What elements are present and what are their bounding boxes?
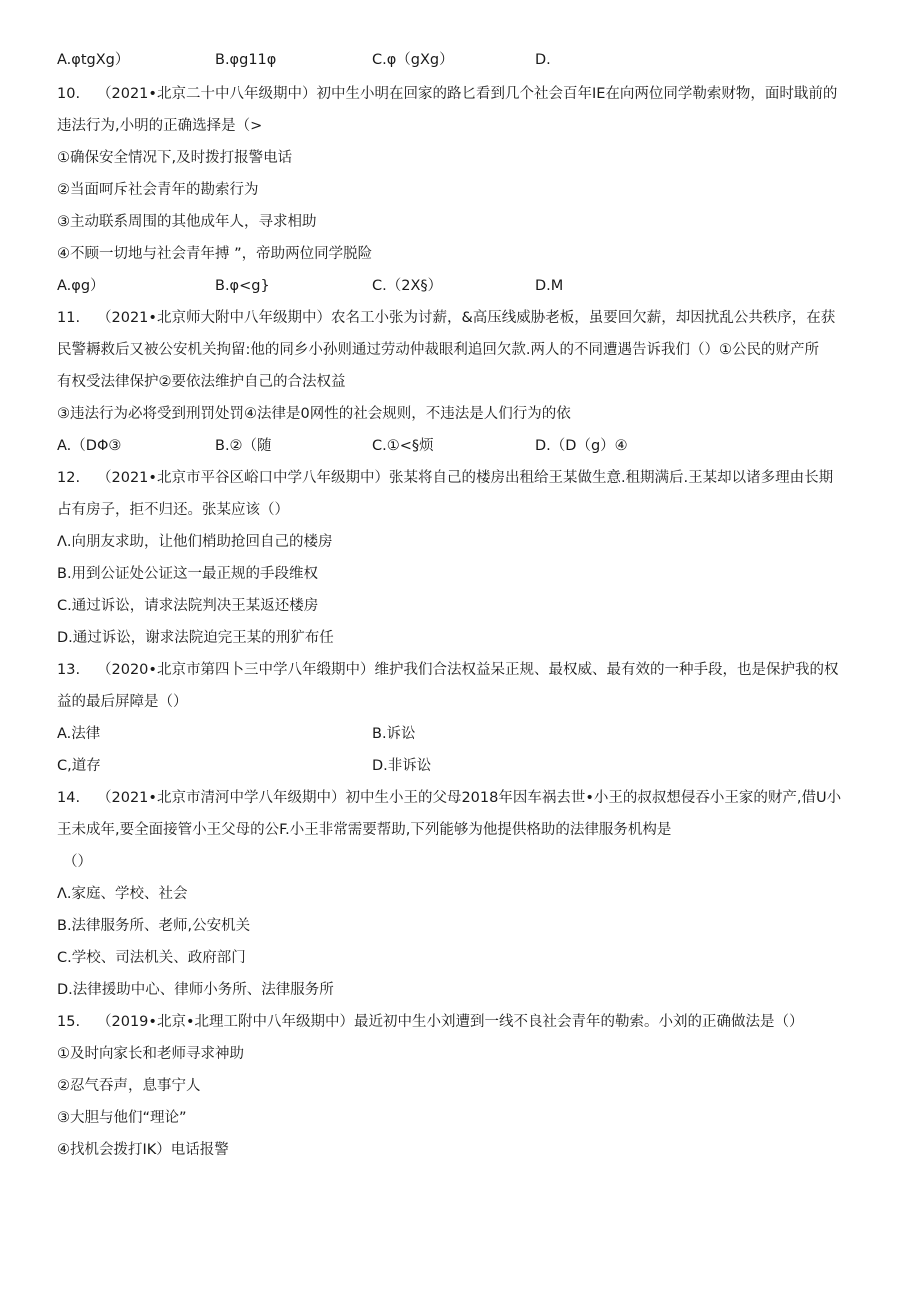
q9-option-b: B.φg11φ: [215, 52, 277, 68]
q10-option-c: C.（2X§）: [372, 278, 443, 294]
q14-stem-line3: （）: [63, 854, 92, 870]
q12-stem-line1: 12. （2021•北京市平谷区峪口中学八年级期中）张某将自己的楼房出租给王某做生意.租期满后.王某却以诸多理由长期: [57, 470, 834, 486]
q14-option-a: Λ.家庭、学校、社会: [57, 886, 188, 902]
q11-stem-line3: 有权受法律保护②要依法维护自己的合法权益: [57, 374, 346, 390]
q9-option-d: D.: [535, 52, 551, 68]
q12-stem-line2: 占有房子，拒不归还。张某应该（）: [57, 502, 289, 518]
q12-option-b: B.用到公证处公证这一最正规的手段维权: [57, 566, 319, 582]
q14-stem-line2: 王未成年,要全面接管小王父母的公F.小王非常需要帮助,下列能够为他提供格助的法律服务机构是: [57, 822, 672, 838]
q15-item-3: ③大胆与他们“理论”: [57, 1110, 187, 1126]
q9-option-c: C.φ（gXg）: [372, 52, 454, 68]
q11-stem-line1: 11. （2021•北京师大附中八年级期中）农名工小张为讨薪，&高压线威胁老板，虽要回欠薪，却因扰乱公共秩序，在获: [57, 310, 836, 326]
q15-item-2: ②忍气吞声，息事宁人: [57, 1078, 201, 1094]
q14-option-c: C.学校、司法机关、政府部门: [57, 950, 246, 966]
q12-option-c: C.通过诉讼，请求法院判决王某返还楼房: [57, 598, 319, 614]
q13-stem-line1: 13. （2020•北京市第四卜三中学八年缎期中）维护我们合法权益呆正规、最权威、最有效的一种手段，也是保护我的权: [57, 662, 839, 678]
q10-option-b: B.φ<g}: [215, 278, 270, 294]
q10-number: 10.: [57, 86, 81, 102]
q11-option-b: B.②（随: [215, 438, 272, 454]
q14-stem-line1: 14. （2021•北京市清河中学八年级期中）初中生小王的父母2018年因车祸去世•小王的叔叔想侵吞小王家的财产,借U小: [57, 790, 842, 806]
q9-option-a: A.φtgXg）: [57, 52, 130, 68]
q14-option-d: D.法律援助中心、律师小务所、法律服务所: [57, 982, 334, 998]
q15-item-1: ①及时向家长和老师寻求神助: [57, 1046, 244, 1062]
q10-stem-line1: 10. （2021•北京二十中八年级期中）初中生小明在回家的路匕看到几个社会百年IE在向两位同学勒索财物，面时戢前的: [57, 86, 838, 102]
q14-number: 14.: [57, 790, 81, 806]
q11-number: 11.: [57, 310, 81, 326]
q10-stem-line2: 违法行为,小明的正确选择是（>: [57, 118, 263, 134]
q13-option-a: A.法律: [57, 726, 101, 742]
q13-option-b: B.诉讼: [372, 726, 416, 742]
q10-item-2: ②当面呵斥社会青年的勘索行为: [57, 182, 259, 198]
q10-option-a: A.φg）: [57, 278, 105, 294]
q10-item-1: ①确保安全情况下,及时拨打报警电话: [57, 150, 293, 166]
q13-option-c: C,道存: [57, 758, 101, 774]
q15-number: 15.: [57, 1014, 81, 1030]
q12-option-a: Λ.向朋友求助，让他们梢助抢回自己的楼房: [57, 534, 333, 550]
q11-stem-line2: 民警耨救后又被公安机关拘留:他的同乡小孙则通过劳动仲裁眼利追回欠款.两人的不同遭遇告诉我们（）①公民的财产所: [57, 342, 819, 358]
q15-stem-line1: 15. （2019•北京•北理工附中八年级期中）最近初中生小刘遭到一线不良社会青年的勒索。小刘的正确做法是（）: [57, 1014, 804, 1030]
q10-option-d: D.M: [535, 278, 564, 294]
q11-option-c: C.①<§烦: [372, 438, 434, 454]
q13-number: 13.: [57, 662, 81, 678]
q10-item-4: ④不顾一切地与社会青年搏 ”，帝助两位同学脱险: [57, 246, 373, 262]
q11-option-a: A.（DΦ③: [57, 438, 122, 454]
q10-item-3: ③主动联系周围的其他成年人，寻求相助: [57, 214, 317, 230]
q13-option-d: D.非诉讼: [372, 758, 432, 774]
q14-option-b: B.法律服务所、老师,公安机关: [57, 918, 251, 934]
q12-number: 12.: [57, 470, 81, 486]
q11-option-d: D.（D（g）④: [535, 438, 628, 454]
q15-item-4: ④找机会拨打IK）电话报警: [57, 1142, 229, 1158]
q11-stem-line4: ③违法行为必将受到刑罚处罚④法律是0网性的社会规则，不违法是人们行为的依: [57, 406, 571, 422]
q13-stem-line2: 益的最后屏障是（）: [57, 694, 188, 710]
q12-option-d: D.通过诉讼，谢求法院迫完王某的刑犷布任: [57, 630, 334, 646]
